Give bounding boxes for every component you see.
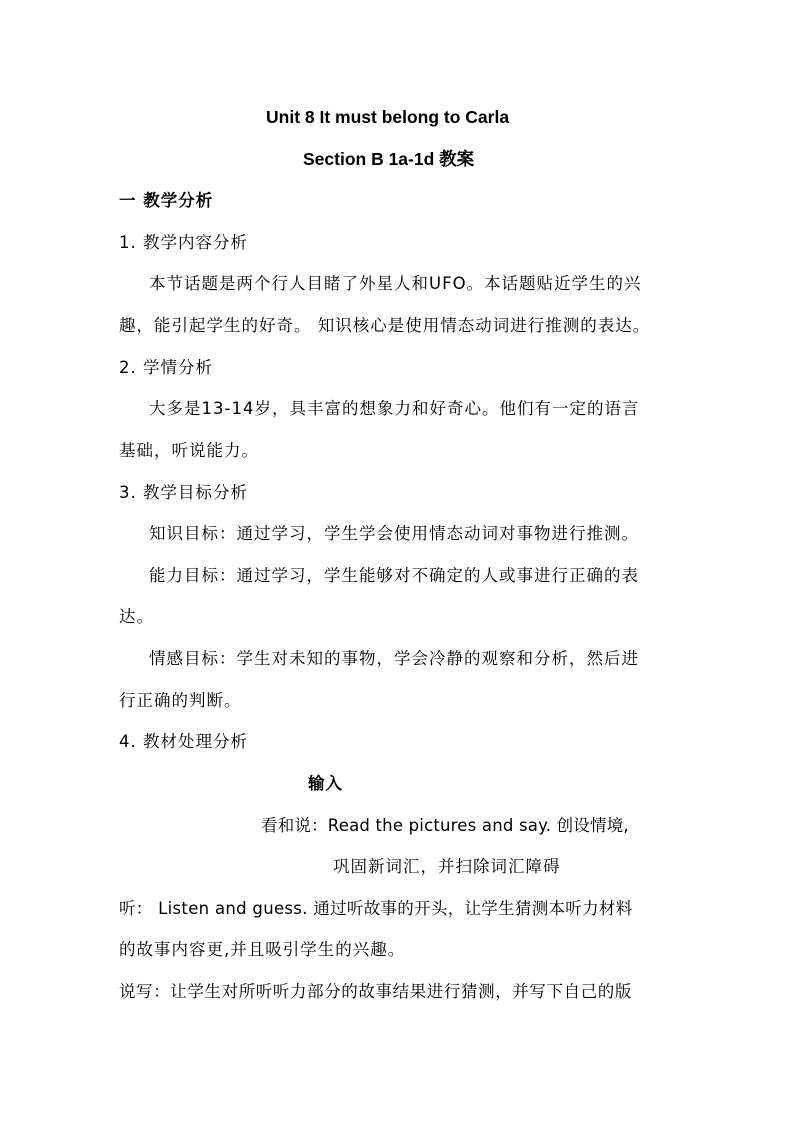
item-2-paragraph-line-2: 基础，听说能力。: [119, 441, 259, 460]
emotion-goal-line-2: 行正确的判断。: [119, 691, 242, 710]
speak-write-line-1: 说写：让学生对所听听力部分的故事结果进行猜测，并写下自己的版: [119, 982, 632, 1001]
look-and-say-line-2: 巩固新词汇，并扫除词汇障碍: [333, 857, 561, 876]
item-2-heading: 2. 学情分析: [119, 358, 213, 377]
item-1-heading: 1. 教学内容分析: [119, 233, 248, 252]
ability-goal-line-2: 达。: [119, 607, 154, 626]
item-1-paragraph-line-2: 趣，能引起学生的好奇。 知识核心是使用情态动词进行推测的表达。: [119, 316, 651, 335]
item-3-heading: 3. 教学目标分析: [119, 483, 248, 502]
look-and-say-line-1: 看和说：Read the pictures and say. 创设情境,: [261, 816, 629, 835]
section-heading: 一 教学分析: [119, 191, 214, 210]
emotion-goal-line-1: 情感目标：学生对未知的事物，学会冷静的观察和分析，然后进: [149, 649, 639, 668]
knowledge-goal: 知识目标：通过学习，学生学会使用情态动词对事物进行推测。: [149, 524, 639, 543]
item-1-paragraph-line-1: 本节话题是两个行人目睹了外星人和UFO。本话题贴近学生的兴: [149, 274, 642, 293]
document-subtitle: Section B 1a-1d 教案: [303, 149, 475, 169]
item-4-heading: 4. 教材处理分析: [119, 732, 248, 751]
listen-line-1: 听： Listen and guess. 通过听故事的开头，让学生猜测本听力材料: [119, 899, 633, 918]
item-2-paragraph-line-1: 大多是13-14岁，具丰富的想象力和好奇心。他们有一定的语言: [149, 399, 640, 418]
ability-goal-line-1: 能力目标：通过学习，学生能够对不确定的人或事进行正确的表: [149, 566, 639, 585]
listen-line-2: 的故事内容更,并且吸引学生的兴趣。: [119, 940, 406, 959]
document-title: Unit 8 It must belong to Carla: [266, 107, 510, 127]
input-label: 输入: [308, 774, 343, 793]
